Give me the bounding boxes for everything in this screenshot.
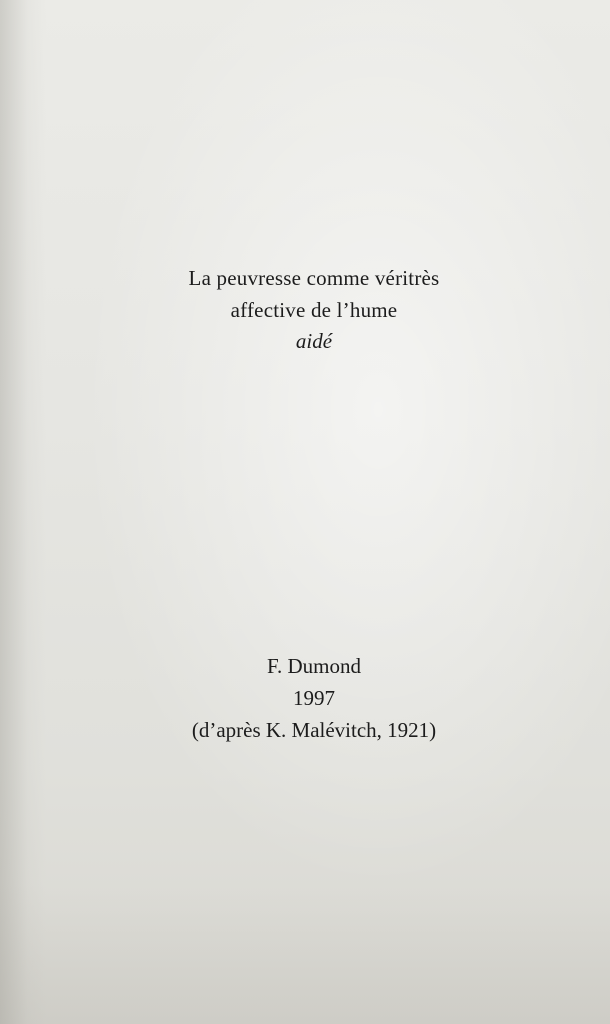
title-line-2: affective de l’hume (230, 298, 398, 322)
title-block (0, 262, 610, 356)
author-block (0, 650, 610, 746)
page-bottom-shadow (0, 884, 610, 1024)
attribution: (d’après K. Malévitch, 1921) (191, 718, 437, 742)
author-name: F. Dumond (267, 654, 361, 678)
title-line-1: La peuvresse comme véritrès (188, 266, 440, 290)
publication-year: 1997 (293, 686, 335, 710)
subtitle: aidé (295, 329, 333, 353)
page-edge-shadow (0, 0, 46, 1024)
